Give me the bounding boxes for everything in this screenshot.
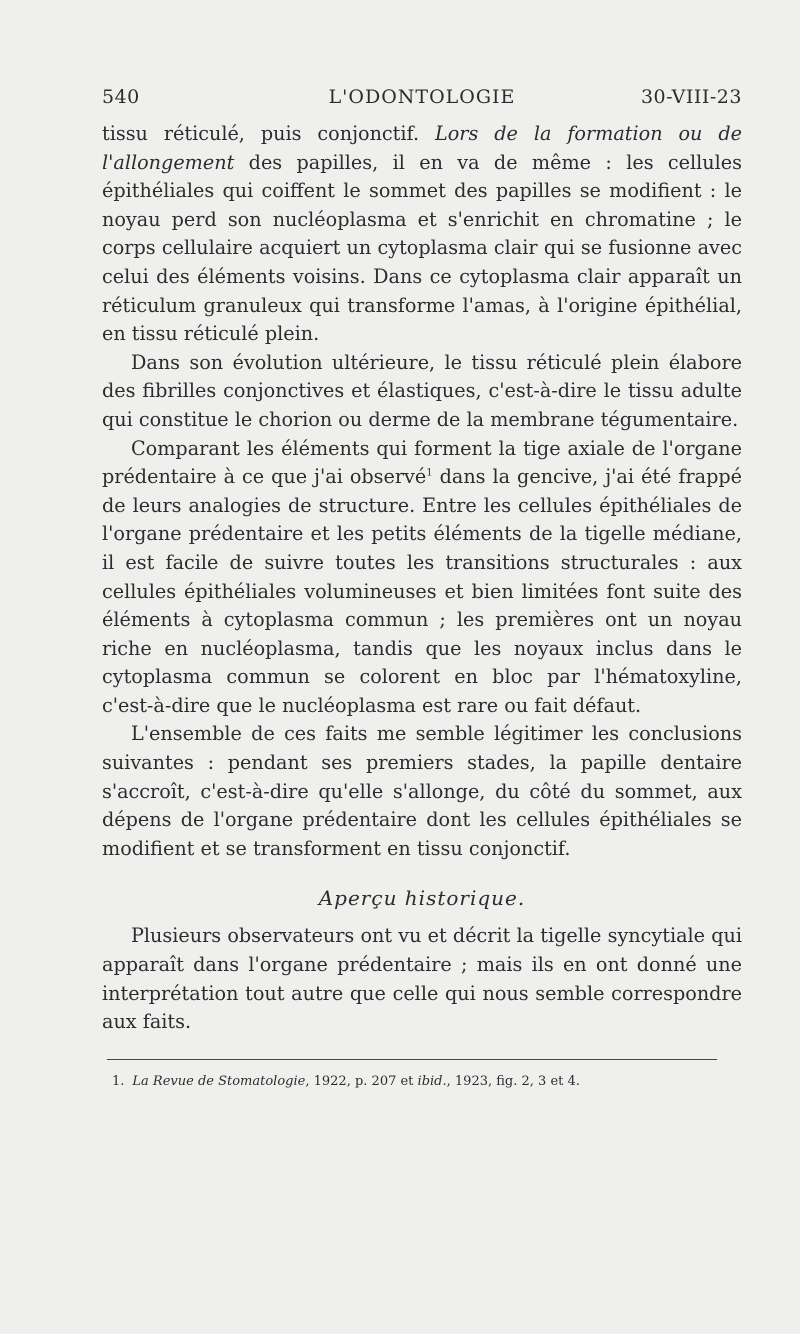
footnote-reference[interactable]: 1 xyxy=(426,467,433,479)
paragraph-1-text-start: tissu réticulé, puis conjonctif. xyxy=(102,122,435,145)
footnote-mark: 1. xyxy=(112,1073,125,1089)
footnote-divider xyxy=(107,1059,717,1060)
issue-date: 30-VIII-23 xyxy=(640,86,742,108)
paragraph-1-text-end: des papilles, il en va de même : les cellules épithéliales qui coiffent le sommet des papilles se modifient : le noyau perd son nucléoplasma et s'enrichit en chromatine ; le corps cellulaire acquiert un cytoplasma clair qui se fusionne avec celui des éléments voisins. Dans ce cytoplasma clair apparaît un réticulum granuleux qui transforme l'amas, à l'origine épithélial, en tissu réticulé plein. xyxy=(102,150,742,346)
paragraph-3 xyxy=(102,435,742,721)
page-number: 540 xyxy=(102,86,140,108)
section-heading: Aperçu historique. xyxy=(318,886,526,911)
paragraph-1-italic: Lors de la formation ou de l'allongement xyxy=(102,122,742,174)
paragraph-2: Dans son évolution ultérieure, le tissu réticulé plein élabore des fibrilles conjonctives et élastiques, c'est-à-dire le tissu adulte qui constitue le chorion ou derme de la membrane tégumentaire. xyxy=(102,350,742,431)
footnote-ibid: ibid. xyxy=(417,1073,447,1089)
running-head xyxy=(102,86,742,116)
document-page xyxy=(102,86,742,1091)
paragraph-1 xyxy=(102,120,742,349)
footnote xyxy=(102,1073,742,1091)
paragraph-3-text-end: dans la gencive, j'ai été frappé de leurs analogies de structure. Entre les cellules épithéliales de l'organe prédentaire et les petits éléments de la tigelle médiane, il est facile de suivre toutes les transitions structurales : aux cellules épithéliales volumineuses et bien limitées font suite des éléments à cytoplasma commun ; les premières ont un noyau riche en nucléoplasma, tandis que les noyaux inclus dans le cytoplasma commun se colorent en bloc par l'hématoxyline, c'est-à-dire que le nucléoplasma est rare ou fait défaut. xyxy=(102,465,743,717)
paragraph-3-text-start: Comparant les éléments qui forment la tige axiale de l'organe prédentaire à ce que j'ai observé xyxy=(102,436,742,489)
footnote-journal: La Revue de Stomatologie xyxy=(132,1073,306,1089)
footnote-text-1: , 1922, p. 207 et xyxy=(305,1073,418,1089)
footnote-text-2: , 1923, fig. 2, 3 et 4. xyxy=(446,1073,580,1089)
paragraph-5: Plusieurs observateurs ont vu et décrit la tigelle syncytiale qui apparaît dans l'organe prédentaire ; mais ils en ont donné une interprétation tout autre que celle qui nous semble correspondre aux faits. xyxy=(102,924,742,1034)
paragraph-4: L'ensemble de ces faits me semble légitimer les conclusions suivantes : pendant ses premiers stades, la papille dentaire s'accroît, c'est-à-dire qu'elle s'allonge, du côté du sommet, aux dépens de l'organe prédentaire dont les cellules épithéliales se modifient et se transforment en tissu conjonctif. xyxy=(102,722,742,860)
journal-title: L'ODONTOLOGIE xyxy=(328,86,516,108)
